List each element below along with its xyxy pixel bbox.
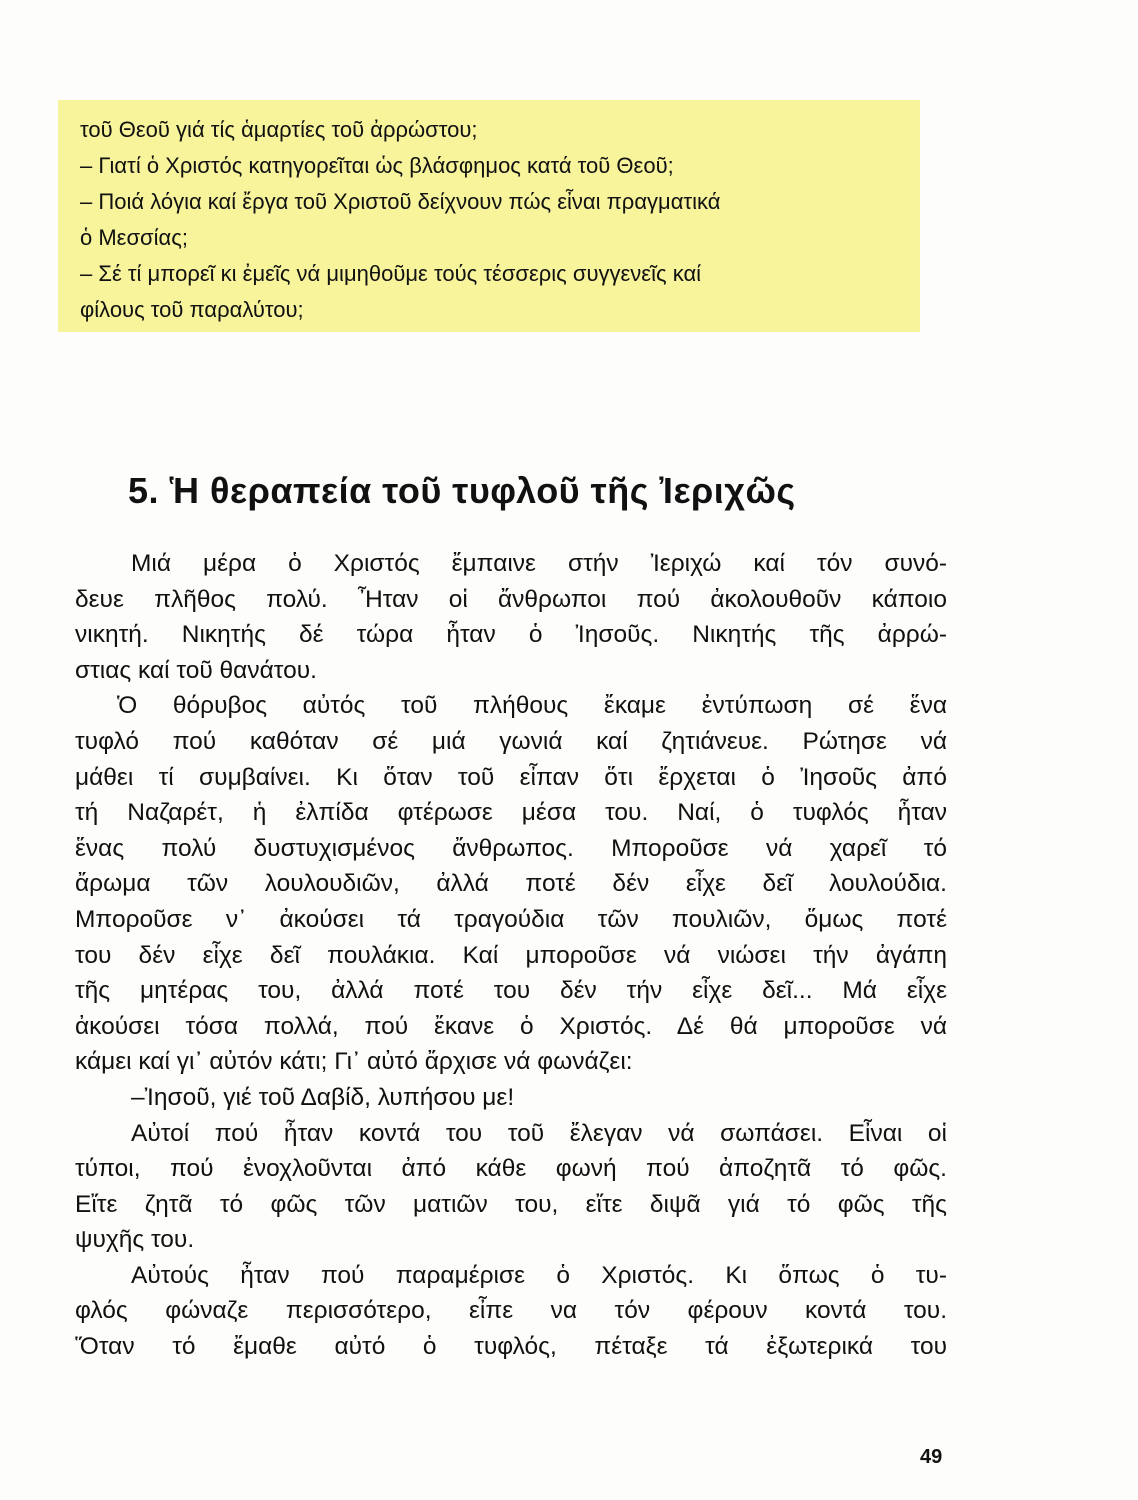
body-line: Ὅταν τό ἔμαθε αὐτό ὁ τυφλός, πέταξε τά ἐξωτερικά του [75, 1333, 947, 1361]
body-line: μάθει τί συμβαίνει. Κι ὅταν τοῦ εἶπαν ὅτι ἔρχεται ὁ Ἰησοῦς ἀπό [75, 763, 947, 791]
body-line: Μιά μέρα ὁ Χριστός ἔμπαινε στήν Ἰεριχώ καί τόν συνό- [131, 550, 947, 577]
body-line: –Ἰησοῦ, γιέ τοῦ Δαβίδ, λυπήσου με! [131, 1083, 515, 1111]
body-line: του δέν εἶχε δεῖ πουλάκια. Καί μποροῦσε νά νιώσει τήν ἀγάπη [75, 941, 947, 969]
body-line: τυφλό πού καθόταν σέ μιά γωνιά καί ζητιάνευε. Ρώτησε νά [75, 727, 947, 755]
question-line: – Ποιά λόγια καί ἔργα τοῦ Χριστοῦ δείχνουν πώς εἶναι πραγματικά [80, 189, 721, 214]
page-number: 49 [920, 1446, 943, 1468]
body-line: ἀκούσει τόσα πολλά, πού ἔκανε ὁ Χριστός. Δέ θά μποροῦσε νά [75, 1012, 947, 1040]
question-line: – Γιατί ὁ Χριστός κατηγορεῖται ὡς βλάσφημος κατά τοῦ Θεοῦ; [80, 153, 674, 178]
body-line: τῆς μητέρας του, ἀλλά ποτέ του δέν τήν εἶχε δεῖ... Μά εἶχε [75, 977, 947, 1005]
body-line: στιας καί τοῦ θανάτου. [75, 656, 317, 684]
body-line: Ὁ θόρυβος αὐτός τοῦ πλήθους ἔκαμε ἐντύπωση σέ ἕνα [117, 692, 947, 720]
body-line: Αὐτοί πού ἦταν κοντά του τοῦ ἔλεγαν νά σωπάσει. Εἶναι οἱ [131, 1119, 947, 1147]
body-line: Αὐτούς ἦταν πού παραμέρισε ὁ Χριστός. Κι ὅπως ὁ τυ- [131, 1261, 947, 1289]
body-line: Μποροῦσε ν᾽ ἀκούσει τά τραγούδια τῶν πουλιῶν, ὅμως ποτέ [75, 905, 947, 933]
question-line: ὁ Μεσσίας; [80, 225, 188, 250]
question-line: – Σέ τί μπορεῖ κι ἐμεῖς νά μιμηθοῦμε τούς τέσσερις συγγενεῖς καί [80, 261, 702, 286]
body-line: ψυχῆς του. [75, 1226, 195, 1254]
body-line: δευε πλῆθος πολύ. Ἦταν οἱ ἄνθρωποι πού ἀκολουθοῦν κάποιο [75, 585, 947, 613]
body-line: Εἴτε ζητᾶ τό φῶς τῶν ματιῶν του, εἴτε διψᾶ γιά τό φῶς τῆς [75, 1190, 947, 1218]
body-line: νικητή. Νικητής δέ τώρα ἦταν ὁ Ἰησοῦς. Νικητής τῆς ἀρρώ- [75, 621, 947, 649]
body-line: τύποι, πού ἐνοχλοῦνται ἀπό κάθε φωνή πού ἀποζητᾶ τό φῶς. [75, 1155, 947, 1183]
review-questions [80, 112, 920, 328]
body-line: κάμει καί γι᾽ αὐτόν κάτι; Γι᾽ αὐτό ἄρχισε νά φωνάζει: [75, 1048, 633, 1076]
section-title: 5. Ἡ θεραπεία τοῦ τυφλοῦ τῆς Ἰεριχῶς [128, 470, 796, 511]
body-line: ἄρωμα τῶν λουλουδιῶν, ἀλλά ποτέ δέν εἶχε δεῖ λουλούδια. [75, 870, 947, 898]
body-line: τή Ναζαρέτ, ἡ ἐλπίδα φτέρωσε μέσα του. Ναί, ὁ τυφλός ἦταν [75, 799, 947, 827]
body-line: φλός φώναζε περισσότερο, εἶπε να τόν φέρουν κοντά του. [75, 1297, 947, 1325]
question-line: φίλους τοῦ παραλύτου; [80, 297, 304, 322]
question-line: τοῦ Θεοῦ γιά τίς ἁμαρτίες τοῦ ἀρρώστου; [80, 117, 478, 142]
section-body [75, 546, 947, 1365]
body-line: ἕνας πολύ δυστυχισμένος ἄνθρωπος. Μποροῦσε νά χαρεῖ τό [75, 834, 947, 862]
